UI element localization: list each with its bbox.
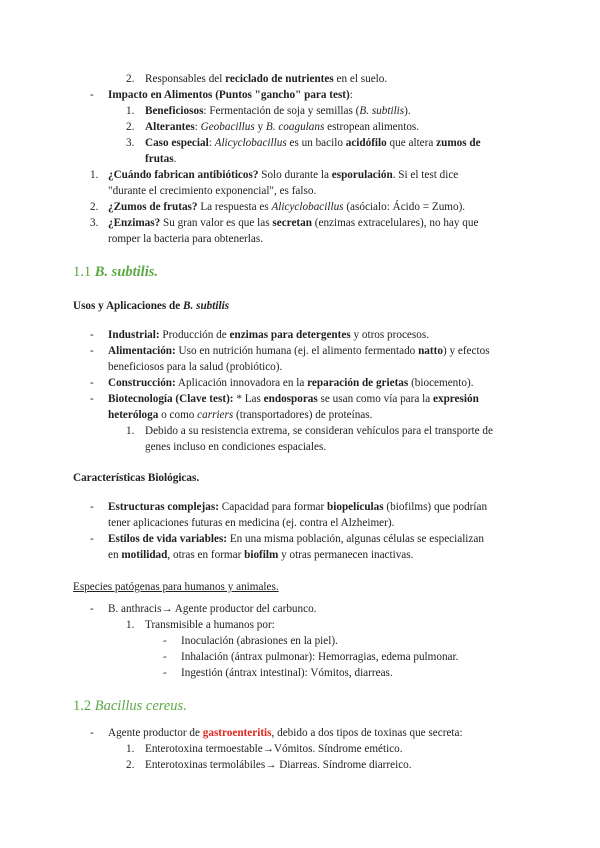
bullet-dash: -: [90, 393, 94, 405]
bullet-dash: -: [90, 377, 94, 389]
list-number: 2.: [90, 201, 99, 213]
bullet-ingestion: Ingestión (ántrax intestinal): Vómitos, diarreas.: [181, 667, 393, 679]
subheading-patogenas: Especies patógenas para humanos y animales.: [73, 581, 279, 593]
bullet-impacto-alimentos: Impacto en Alimentos (Puntos "gancho" para test):: [108, 89, 353, 101]
bullet-anthracis: B. anthracis→ Agente productor del carbunco.: [108, 603, 317, 615]
bullet-inoculacion: Inoculación (abrasiones en la piel).: [181, 635, 338, 647]
bullet-estilos: Estilos de vida variables: En una misma población, algunas células se especializan: [108, 533, 484, 545]
bullet-estructuras-cont: tener aplicaciones futuras en medicina (ej. contra el Alzheimer).: [108, 517, 395, 529]
subheading-caracteristicas: Características Biológicas.: [73, 472, 200, 484]
bullet-dash: -: [90, 727, 94, 739]
list-number: 3.: [90, 217, 99, 229]
bullet-dash: -: [90, 329, 94, 341]
list-number: 1.: [90, 169, 99, 181]
bullet-dash: -: [163, 651, 167, 663]
list-item-termolabiles: Enterotoxinas termolábiles→ Diarreas. Síndrome diarreico.: [145, 759, 412, 771]
bullet-biotecnologia-cont: heteróloga o como carriers (transportadores) de proteínas.: [108, 409, 373, 421]
list-item-transmisible: Transmisible a humanos por:: [145, 619, 275, 631]
bullet-dash: -: [163, 635, 167, 647]
list-number: 1.: [126, 619, 135, 631]
list-number: 1.: [126, 743, 135, 755]
bullet-estilos-cont: en motilidad, otras en formar biofilm y otras permanecen inactivas.: [108, 549, 414, 561]
list-number: 2.: [126, 759, 135, 771]
list-number: 1.: [126, 425, 135, 437]
section-heading-1-1: 1.1 B. subtilis.: [73, 264, 159, 280]
list-item-antibioticos-cont: "durante el crecimiento exponencial", es falso.: [108, 185, 317, 197]
list-number: 2.: [126, 121, 135, 133]
list-item-reciclado: Responsables del reciclado de nutrientes en el suelo.: [145, 73, 388, 85]
list-item-resistencia-cont: genes incluso en condiciones espaciales.: [145, 441, 327, 453]
list-item-resistencia: Debido a su resistencia extrema, se consideran vehículos para el transporte de: [145, 425, 493, 437]
list-number: 3.: [126, 137, 135, 149]
bullet-construccion: Construcción: Aplicación innovadora en la reparación de grietas (biocemento).: [108, 377, 474, 389]
list-item-termoestable: Enterotoxina termoestable→Vómitos. Síndrome emético.: [145, 743, 403, 755]
bullet-dash: -: [90, 345, 94, 357]
bullet-dash: -: [90, 89, 94, 101]
list-item-enzimas-cont: romper la bacteria para obtenerlas.: [108, 233, 263, 245]
bullet-dash: -: [90, 603, 94, 615]
list-item-zumos: ¿Zumos de frutas? La respuesta es Alicyclobacillus (asócialo: Ácido = Zumo).: [108, 201, 466, 213]
bullet-dash: -: [90, 533, 94, 545]
subheading-usos: Usos y Aplicaciones de B. subtilis: [73, 300, 230, 312]
list-item-caso-especial-cont: frutas.: [145, 153, 177, 165]
bullet-biotecnologia: Biotecnología (Clave test): * Las endosporas se usan como vía para la expresión: [108, 393, 479, 405]
bullet-estructuras: Estructuras complejas: Capacidad para formar biopelículas (biofilms) que podrían: [108, 501, 488, 513]
bullet-inhalacion: Inhalación (ántrax pulmonar): Hemorragias, edema pulmonar.: [181, 651, 459, 663]
list-item-beneficiosos: Beneficiosos: Fermentación de soja y semillas (B. subtilis).: [145, 105, 411, 117]
list-item-alterantes: Alterantes: Geobacillus y B. coagulans estropean alimentos.: [145, 121, 420, 133]
bullet-dash: -: [90, 501, 94, 513]
bullet-gastroenteritis: Agente productor de gastroenteritis, debido a dos tipos de toxinas que secreta:: [108, 727, 463, 739]
list-item-enzimas: ¿Enzimas? Su gran valor es que las secretan (enzimas extracelulares), no hay que: [108, 217, 479, 229]
bullet-industrial: Industrial: Producción de enzimas para detergentes y otros procesos.: [108, 329, 429, 341]
list-item-antibioticos: ¿Cuándo fabrican antibióticos? Solo durante la esporulación. Si el test dice: [108, 169, 459, 181]
list-item-caso-especial: Caso especial: Alicyclobacillus es un bacilo acidófilo que altera zumos de: [145, 137, 481, 149]
bullet-alimentacion-cont: beneficiosos para la salud (probiótico).: [108, 361, 283, 373]
list-number: 1.: [126, 105, 135, 117]
bullet-dash: -: [163, 667, 167, 679]
bullet-alimentacion: Alimentación: Uso en nutrición humana (ej. el alimento fermentado natto) y efectos: [108, 345, 490, 357]
section-heading-1-2: 1.2 Bacillus cereus.: [73, 698, 187, 714]
list-number: 2.: [126, 73, 135, 85]
